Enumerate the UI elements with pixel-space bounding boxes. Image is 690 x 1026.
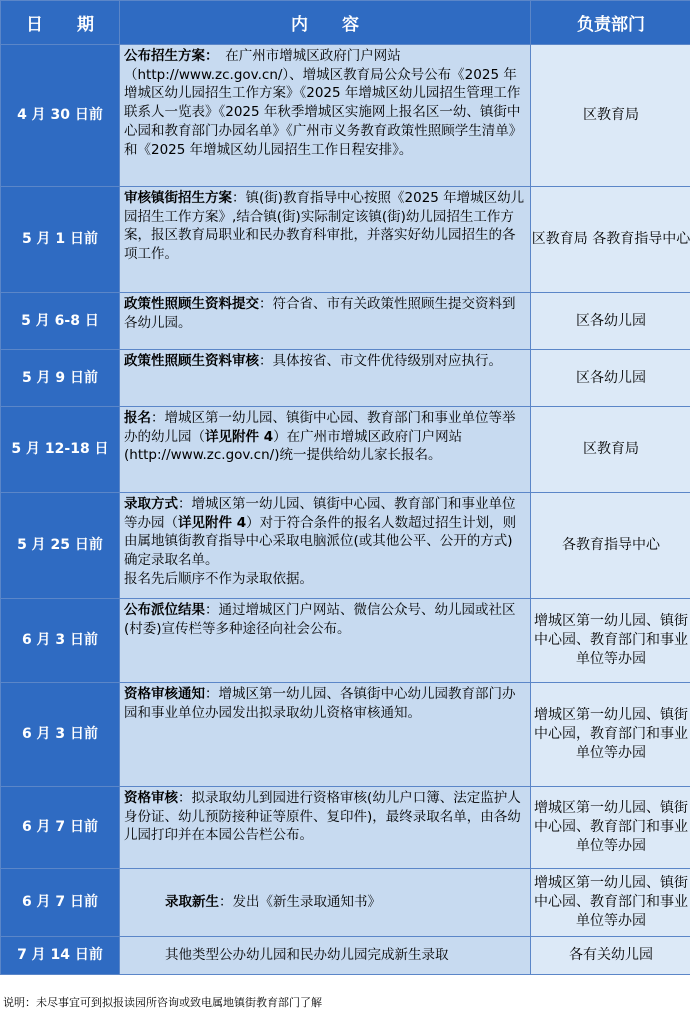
table-row [1,45,690,187]
row-dept: 增城区第一幼儿园、镇街中心园、教育部门和事业单位等办园 [531,787,690,869]
row-dept: 区各幼儿园 [531,293,690,350]
table-row [1,599,690,683]
header-date: 日 期 [1,1,120,45]
footnote: 说明：未尽事宜可到拟报读园所咨询或致电属地镇街教育部门了解 [3,996,322,1009]
row-title: 政策性照顾生资料审核 [124,353,259,369]
row-title: 录取方式 [124,496,178,512]
row-date: 7 月 14 日前 [1,937,120,975]
row-body: ）对于符合条件的报名人数超过招生计划，则由属地镇街教育指导中心采取电脑派位(或其他公平、公开的方式)确定录取名单。 [124,514,517,569]
row-date: 5 月 25 日前 [1,493,120,599]
row-dept: 增城区第一幼儿园、镇街中心园，教育部门和事业单位等办园 [531,683,690,787]
row-content [120,350,531,407]
table-row [1,683,690,787]
row-content [120,407,531,493]
row-dept: 区各幼儿园 [531,350,690,407]
row-dept: 区教育局 各教育指导中心 [531,187,690,293]
row-content [120,187,531,293]
row-date: 5 月 12-18 日 [1,407,120,493]
header-dept: 负责部门 [531,1,690,45]
row-dept: 区教育局 [531,407,690,493]
row-date: 4 月 30 日前 [1,45,120,187]
row-content [120,599,531,683]
row-dept: 增城区第一幼儿园、镇街中心园、教育部门和事业单位等办园 [531,599,690,683]
row-body: ）在广州市增城区政府门户网站(http://www.zc.gov.cn/)统一提供给幼儿家长报名。 [124,428,463,464]
row-dept: 区教育局 [531,45,690,187]
row-title: 审核镇街招生方案 [124,190,232,206]
row-content [120,45,531,187]
row-title: 报名 [124,410,151,426]
row-content [120,493,531,599]
row-body: ：通过增城区门户网站、微信公众号、幼儿园或社区(村委)宣传栏等多种途径向社会公布。 [124,602,516,637]
row-content [120,869,531,937]
row-body: ：镇(街)教育指导中心按照《2025 年增城区幼儿园招生工作方案》,结合镇(街)实际制定该镇(街)幼儿园招生工作方案，报区教育局职业和民办教育科审批，并落实好幼儿园招生的各项工作。 [124,190,525,263]
row-date: 6 月 3 日前 [1,599,120,683]
row-title: 公布派位结果 [124,602,205,618]
row-body: ：符合省、市有关政策性照顾生提交资料到各幼儿园。 [124,296,516,331]
row-body: 其他类型公办幼儿园和民办幼儿园完成新生录取 [165,947,449,964]
row-date: 5 月 1 日前 [1,187,120,293]
row-body: ：具体按省、市文件优待级别对应执行。 [259,353,502,369]
row-content [120,293,531,350]
row-attachment-ref: 详见附件 4 [205,428,274,445]
header-content: 内 容 [120,1,531,45]
table-row [1,187,690,293]
row-title: 录取新生 [165,894,219,911]
row-date: 5 月 9 日前 [1,350,120,407]
row-date: 6 月 7 日前 [1,869,120,937]
row-content [120,683,531,787]
row-body: ：增城区第一幼儿园、镇街中心园、教育部门和事业单位等举办的幼儿园（ [124,410,516,445]
row-date: 5 月 6-8 日 [1,293,120,350]
header-row [1,1,690,45]
row-body: 在广州市增城区政府门户网站（http://www.zc.gov.cn/）、增城区教育局公众号公布《2025 年增城区幼儿园招生工作方案》《2025 年增城区幼儿园招生管理工作联系人一览表》《2025 年秋季增城区实施网上报名区一幼、镇街中心园和教育部门办园名单》《广州市义务教育政策性照顾学生清单》和《2025 年增城区幼儿园招生工作日程安排》。 [124,48,523,158]
row-dept: 各教育指导中心 [531,493,690,599]
table-row [1,407,690,493]
row-content [120,787,531,869]
row-dept: 增城区第一幼儿园、镇街中心园、教育部门和事业 单位等办园 [531,869,690,937]
row-title: 资格审核 [124,790,178,806]
row-date: 6 月 3 日前 [1,683,120,787]
table-row [1,869,690,937]
row-title: 公布招生方案： [124,48,212,64]
row-body: ：增城区第一幼儿园、各镇街中心幼儿园教育部门办园和事业单位办园发出拟录取幼儿资格审核通知。 [124,686,516,721]
row-title: 资格审核通知 [124,686,205,702]
row-title: 政策性照顾生资料提交 [124,296,259,312]
table-row [1,787,690,869]
row-content [120,937,531,975]
row-body-note: 报名先后顺序不作为录取依据。 [124,570,313,587]
table-row [1,350,690,407]
row-date: 6 月 7 日前 [1,787,120,869]
row-attachment-ref: 详见附件 4 [178,514,247,531]
table-row [1,493,690,599]
row-body: ：发出《新生录取通知书》 [219,894,381,911]
row-body: ：增城区第一幼儿园、镇街中心园、教育部门和事业单位等办园（ [124,496,516,531]
row-dept: 各有关幼儿园 [531,937,690,975]
table-row [1,937,690,975]
table-row [1,293,690,350]
row-body: ：拟录取幼儿到园进行资格审核(幼儿户口簿、法定监护人身份证、幼儿预防接种证等原件、复印件)，最终录取名单，由各幼儿园打印并在本园公告栏公布。 [124,790,521,844]
